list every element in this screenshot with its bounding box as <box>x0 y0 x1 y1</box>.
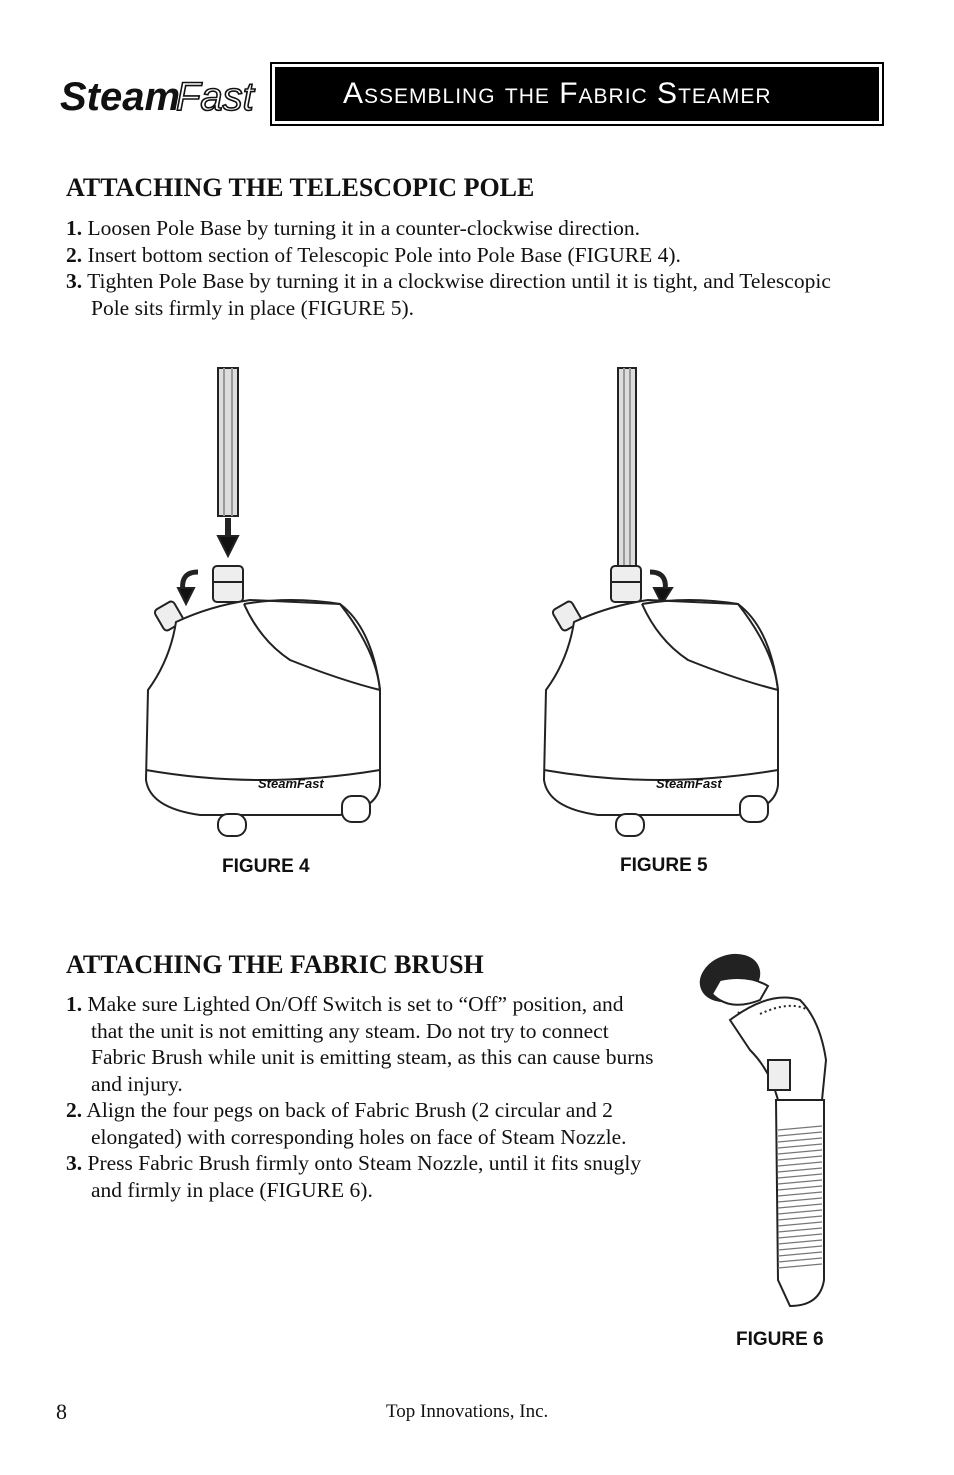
figure-6-caption: FIGURE 6 <box>736 1329 824 1350</box>
step-item: 3. Tighten Pole Base by turning it in a clockwise direction until it is tight, and Telescopic Pole sits firmly in place (FIGURE 5). <box>66 269 831 320</box>
section-title-banner <box>270 62 884 126</box>
figure-4-caption: FIGURE 4 <box>222 856 310 877</box>
step-item: 1. Make sure Lighted On/Off Switch is set to “Off” position, and that the unit is not emitting any steam. Do not try to connect Fabric Brush while unit is emitting steam, as this can cause burns and injury. <box>66 992 654 1096</box>
logo-word-steam: Steam <box>60 75 181 119</box>
page-number: 8 <box>56 1399 67 1424</box>
page-title: Assembling the Fabric Steamer <box>275 67 879 121</box>
unit-brand-label: SteamFast <box>656 776 722 791</box>
step-item: 1. Loosen Pole Base by turning it in a counter-clockwise direction. <box>66 216 640 240</box>
footer-company: Top Innovations, Inc. <box>386 1401 549 1422</box>
step-item: 3. Press Fabric Brush firmly onto Steam Nozzle, until it fits snugly and firmly in place (FIGURE 6). <box>66 1151 642 1202</box>
step-item: 2. Insert bottom section of Telescopic Pole into Pole Base (FIGURE 4). <box>66 242 681 267</box>
unit-brand-label: SteamFast <box>258 776 324 791</box>
figure-5-illustration <box>538 360 798 840</box>
section-heading-telescopic-pole: ATTACHING THE TELESCOPIC POLE <box>66 173 535 202</box>
steamfast-logo <box>60 72 260 122</box>
figure-5-caption: FIGURE 5 <box>620 855 708 876</box>
section-heading-fabric-brush: ATTACHING THE FABRIC BRUSH <box>66 950 484 979</box>
telescopic-pole-steps <box>66 215 846 321</box>
logo-word-fast: Fast <box>176 75 254 119</box>
step-item: 2. Align the four pegs on back of Fabric Brush (2 circular and 2 elongated) with corresponding holes on face of Steam Nozzle. <box>66 1098 627 1149</box>
fabric-brush-steps <box>66 991 656 1203</box>
figure-6-illustration <box>690 950 840 1320</box>
figure-4-illustration <box>140 360 400 840</box>
